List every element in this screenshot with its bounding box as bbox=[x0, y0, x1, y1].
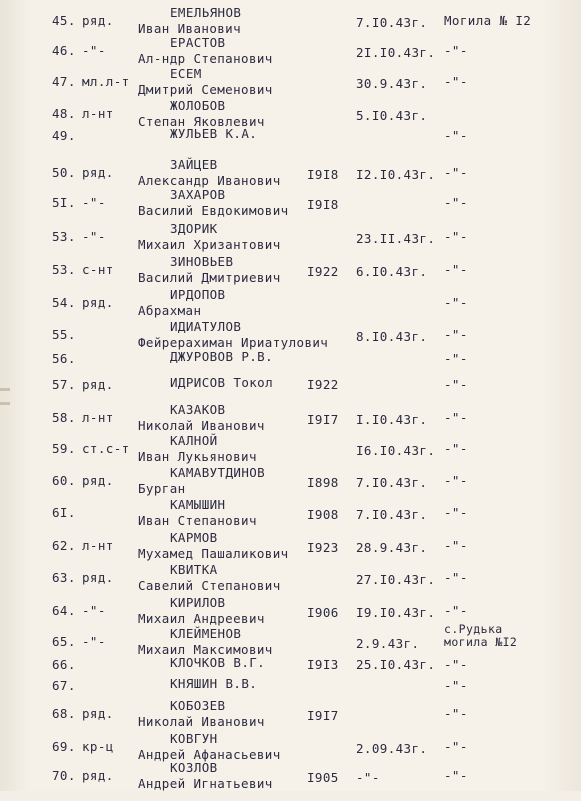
surname: КОЗЛОВ bbox=[170, 760, 218, 775]
surname: ЖУЛЬЕВ К.А. bbox=[170, 126, 258, 141]
burial-place: с.Рудька могила №I2 bbox=[444, 622, 518, 649]
given-name: Михаил Хризантович bbox=[138, 237, 281, 252]
entry-number: 62. bbox=[52, 538, 76, 553]
given-name: Абрахман bbox=[138, 303, 202, 318]
entry-number: 63. bbox=[52, 570, 76, 585]
given-name: Михаил Максимович bbox=[138, 642, 273, 657]
burial-place: -"- bbox=[444, 657, 468, 672]
entry-number: 48. bbox=[52, 106, 76, 121]
given-name: Иван Степанович bbox=[138, 513, 257, 528]
entry-number: 60. bbox=[52, 473, 76, 488]
military-rank: -"- bbox=[82, 195, 106, 210]
entry-number: 59. bbox=[52, 441, 76, 456]
death-date: 28.9.43г. bbox=[356, 540, 428, 555]
birth-year: I9I3 bbox=[307, 657, 339, 672]
military-rank: ряд. bbox=[82, 295, 114, 310]
military-rank: л-нт bbox=[82, 410, 114, 425]
given-name: Иван Иванович bbox=[138, 21, 242, 36]
military-rank: ряд. bbox=[82, 377, 114, 392]
entry-number: 55. bbox=[52, 327, 76, 342]
entry-number: 46. bbox=[52, 43, 76, 58]
list-item bbox=[0, 761, 581, 801]
death-date: 6.I0.43г. bbox=[356, 264, 428, 279]
entry-number: 54. bbox=[52, 295, 76, 310]
given-name: Дмитрий Семенович bbox=[138, 82, 273, 97]
death-date: I.I0.43г. bbox=[356, 412, 428, 427]
given-name: Андрей Игнатьевич bbox=[138, 776, 273, 791]
surname: КОБОЗЕВ bbox=[170, 698, 226, 713]
surname: ЕСЕМ bbox=[170, 66, 202, 81]
entry-number: 65. bbox=[52, 634, 76, 649]
given-name: Александр Иванович bbox=[138, 173, 281, 188]
entry-number: 47. bbox=[52, 74, 76, 89]
birth-year: I898 bbox=[307, 475, 339, 490]
burial-place: -"- bbox=[444, 739, 468, 754]
surname: КНЯШИН В.В. bbox=[170, 676, 258, 691]
entry-number: 53. bbox=[52, 229, 76, 244]
given-name: Иван Лукьянович bbox=[138, 449, 257, 464]
burial-place: -"- bbox=[444, 165, 468, 180]
given-name: Савелий Степанович bbox=[138, 578, 281, 593]
military-rank: ряд. bbox=[82, 13, 114, 28]
military-rank: ряд. bbox=[82, 768, 114, 783]
burial-place: -"- bbox=[444, 678, 468, 693]
surname: ЗАХАРОВ bbox=[170, 187, 226, 202]
given-name: Николай Иванович bbox=[138, 418, 265, 433]
surname: КВИТКА bbox=[170, 562, 218, 577]
entry-number: 69. bbox=[52, 739, 76, 754]
entry-number: 49. bbox=[52, 128, 76, 143]
entry-number: 70. bbox=[52, 768, 76, 783]
entry-number: 5I. bbox=[52, 195, 76, 210]
entry-number: 64. bbox=[52, 603, 76, 618]
death-date: I6.I0.43г. bbox=[356, 443, 436, 458]
entry-number: 67. bbox=[52, 678, 76, 693]
military-rank: ряд. bbox=[82, 570, 114, 585]
burial-place: -"- bbox=[444, 570, 468, 585]
burial-place: -"- bbox=[444, 377, 468, 392]
given-name: Николай Иванович bbox=[138, 714, 265, 729]
military-rank: ряд. bbox=[82, 165, 114, 180]
surname: ИДИАТУЛОВ bbox=[170, 319, 242, 334]
burial-place: -"- bbox=[444, 351, 468, 366]
burial-place: -"- bbox=[444, 327, 468, 342]
death-date: 30.9.43г. bbox=[356, 76, 428, 91]
birth-year: I9I7 bbox=[307, 412, 339, 427]
given-name: Фейрерахиман Ириатулович bbox=[138, 335, 329, 350]
burial-place: -"- bbox=[444, 603, 468, 618]
entry-number: 58. bbox=[52, 410, 76, 425]
burial-place: -"- bbox=[444, 768, 468, 783]
military-rank: мл.л-т bbox=[82, 74, 130, 89]
death-date: 7.I0.43г. bbox=[356, 15, 428, 30]
military-rank: ряд. bbox=[82, 473, 114, 488]
entry-number: 57. bbox=[52, 377, 76, 392]
surname: ЗДОРИК bbox=[170, 221, 218, 236]
death-date: 7.I0.43г. bbox=[356, 507, 428, 522]
surname: КОВГУН bbox=[170, 731, 218, 746]
given-name: Бурган bbox=[138, 481, 186, 496]
surname: ЕРАСТОВ bbox=[170, 35, 226, 50]
burial-place: -"- bbox=[444, 229, 468, 244]
birth-year: I9I8 bbox=[307, 197, 339, 212]
burial-place: -"- bbox=[444, 74, 468, 89]
death-date: 8.I0.43г. bbox=[356, 329, 428, 344]
death-date: 2.9.43г. bbox=[356, 636, 420, 651]
burial-place: -"- bbox=[444, 195, 468, 210]
surname: КАРМОВ bbox=[170, 530, 218, 545]
surname: ДЖУРОВОВ Р.В. bbox=[170, 349, 274, 364]
burial-place: -"- bbox=[444, 128, 468, 143]
military-rank: с-нт bbox=[82, 262, 114, 277]
birth-year: I922 bbox=[307, 264, 339, 279]
burial-place: -"- bbox=[444, 441, 468, 456]
entry-number: 53. bbox=[52, 262, 76, 277]
military-rank: -"- bbox=[82, 43, 106, 58]
burial-place: -"- bbox=[444, 473, 468, 488]
death-date: I9.I0.43г. bbox=[356, 605, 436, 620]
surname: КАМАВУТДИНОВ bbox=[170, 465, 266, 480]
burial-place: -"- bbox=[444, 295, 468, 310]
military-rank: л-нт bbox=[82, 106, 114, 121]
surname: ЕМЕЛЬЯНОВ bbox=[170, 5, 242, 20]
given-name: Василий Дмитриевич bbox=[138, 270, 281, 285]
given-name: Михаил Андреевич bbox=[138, 611, 265, 626]
death-date: I2.I0.43г. bbox=[356, 167, 436, 182]
military-rank: ряд. bbox=[82, 706, 114, 721]
surname: КАМЫШИН bbox=[170, 497, 226, 512]
surname: ИДРИСОВ Токол bbox=[170, 375, 274, 390]
given-name: Ал-ндр Степанович bbox=[138, 51, 273, 66]
surname: КАЗАКОВ bbox=[170, 402, 226, 417]
military-rank: ст.с-т bbox=[82, 441, 130, 456]
entry-number: 6I. bbox=[52, 505, 76, 520]
burial-place: -"- bbox=[444, 505, 468, 520]
entry-number: 56. bbox=[52, 351, 76, 366]
entry-number: 50. bbox=[52, 165, 76, 180]
burial-place: Могила № I2 bbox=[444, 13, 532, 28]
death-date: 2.09.43г. bbox=[356, 741, 428, 756]
surname: ЗИНОВЬЕВ bbox=[170, 254, 234, 269]
surname: ЗАЙЦЕВ bbox=[170, 157, 218, 172]
burial-place: -"- bbox=[444, 43, 468, 58]
burial-place: -"- bbox=[444, 538, 468, 553]
surname: КИРИЛОВ bbox=[170, 595, 226, 610]
burial-place: -"- bbox=[444, 706, 468, 721]
surname: КАЛНОЙ bbox=[170, 433, 218, 448]
burial-place: -"- bbox=[444, 410, 468, 425]
surname: КЛОЧКОВ В.Г. bbox=[170, 655, 266, 670]
birth-year: I922 bbox=[307, 377, 339, 392]
military-rank: -"- bbox=[82, 634, 106, 649]
given-name: Андрей Афанасьевич bbox=[138, 747, 281, 762]
birth-year: I9I7 bbox=[307, 708, 339, 723]
military-rank: кр-ц bbox=[82, 739, 114, 754]
military-rank: -"- bbox=[82, 603, 106, 618]
birth-year: I906 bbox=[307, 605, 339, 620]
surname: КЛЕЙМЕНОВ bbox=[170, 626, 242, 641]
birth-year: I9I8 bbox=[307, 167, 339, 182]
surname: ИРДОПОВ bbox=[170, 287, 226, 302]
given-name: Степан Яковлевич bbox=[138, 114, 265, 129]
death-date: 5.I0.43г. bbox=[356, 108, 428, 123]
entry-number: 68. bbox=[52, 706, 76, 721]
birth-year: I905 bbox=[307, 770, 339, 785]
death-date: 25.I0.43г. bbox=[356, 657, 436, 672]
given-name: Мухамед Пашаликович bbox=[138, 546, 289, 561]
death-date: 27.I0.43г. bbox=[356, 572, 436, 587]
burial-place: -"- bbox=[444, 262, 468, 277]
surname: ЖОЛОБОВ bbox=[170, 98, 226, 113]
birth-year: I908 bbox=[307, 507, 339, 522]
death-date: -"- bbox=[356, 770, 380, 785]
death-date: 2I.I0.43г. bbox=[356, 45, 436, 60]
entry-number: 45. bbox=[52, 13, 76, 28]
given-name: Василий Евдокимович bbox=[138, 203, 289, 218]
military-rank: л-нт bbox=[82, 538, 114, 553]
birth-year: I923 bbox=[307, 540, 339, 555]
death-date: 23.II.43г. bbox=[356, 231, 436, 246]
death-date: 7.I0.43г. bbox=[356, 475, 428, 490]
entry-number: 66. bbox=[52, 657, 76, 672]
military-rank: -"- bbox=[82, 229, 106, 244]
